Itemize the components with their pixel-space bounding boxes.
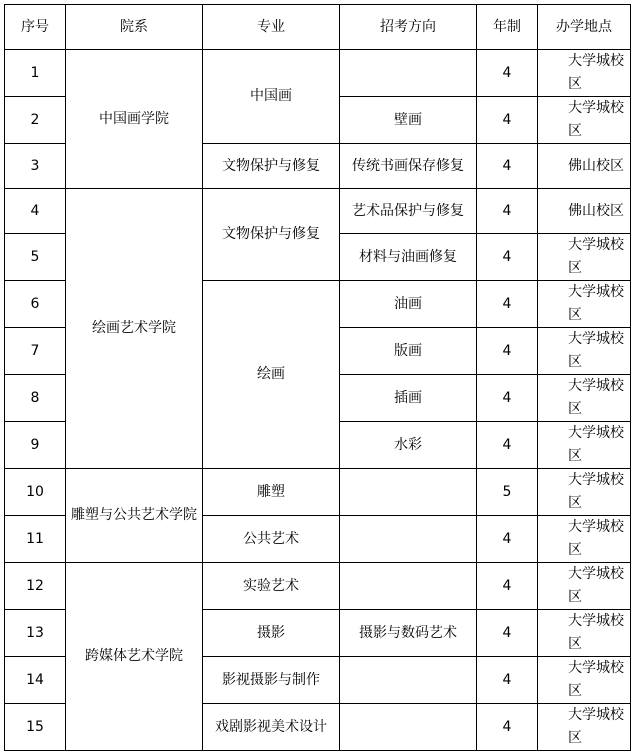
years-cell: 4 [477,422,538,469]
dept-cell: 绘画艺术学院 [66,189,203,469]
seq-cell: 2 [5,97,66,144]
seq-cell: 5 [5,234,66,281]
program-table [4,4,631,751]
major-cell: 影视摄影与制作 [203,657,340,704]
years-cell: 5 [477,469,538,516]
years-cell: 4 [477,144,538,189]
campus-cell: 佛山校区 [538,144,631,189]
campus-cell: 大学城校区 [538,563,631,610]
header-seq: 序号 [5,5,66,50]
campus-cell: 大学城校区 [538,234,631,281]
header-campus: 办学地点 [538,5,631,50]
seq-cell: 10 [5,469,66,516]
campus-cell: 大学城校区 [538,97,631,144]
header-row [5,5,631,50]
seq-cell: 3 [5,144,66,189]
table-row [5,563,631,610]
major-cell: 公共艺术 [203,516,340,563]
campus-cell: 大学城校区 [538,610,631,657]
header-major: 专业 [203,5,340,50]
direction-cell [340,657,477,704]
seq-cell: 14 [5,657,66,704]
major-cell: 戏剧影视美术设计 [203,704,340,751]
dept-cell: 雕塑与公共艺术学院 [66,469,203,563]
table-row [5,189,631,234]
campus-cell: 大学城校区 [538,516,631,563]
direction-cell [340,704,477,751]
direction-cell [340,563,477,610]
campus-cell: 大学城校区 [538,704,631,751]
campus-cell: 大学城校区 [538,328,631,375]
seq-cell: 1 [5,50,66,97]
campus-cell: 大学城校区 [538,657,631,704]
seq-cell: 6 [5,281,66,328]
years-cell: 4 [477,281,538,328]
seq-cell: 11 [5,516,66,563]
seq-cell: 9 [5,422,66,469]
campus-cell: 大学城校区 [538,50,631,97]
direction-cell: 版画 [340,328,477,375]
years-cell: 4 [477,657,538,704]
direction-cell [340,50,477,97]
campus-cell: 大学城校区 [538,422,631,469]
direction-cell: 油画 [340,281,477,328]
years-cell: 4 [477,563,538,610]
dept-cell: 跨媒体艺术学院 [66,563,203,751]
direction-cell: 艺术品保护与修复 [340,189,477,234]
campus-cell: 佛山校区 [538,189,631,234]
direction-cell [340,516,477,563]
years-cell: 4 [477,97,538,144]
years-cell: 4 [477,704,538,751]
major-cell: 绘画 [203,281,340,469]
years-cell: 4 [477,328,538,375]
direction-cell: 传统书画保存修复 [340,144,477,189]
direction-cell: 插画 [340,375,477,422]
table-row [5,50,631,97]
years-cell: 4 [477,50,538,97]
major-cell: 文物保护与修复 [203,189,340,281]
major-cell: 实验艺术 [203,563,340,610]
direction-cell [340,469,477,516]
major-cell: 中国画 [203,50,340,144]
seq-cell: 4 [5,189,66,234]
seq-cell: 7 [5,328,66,375]
major-cell: 摄影 [203,610,340,657]
seq-cell: 13 [5,610,66,657]
header-years: 年制 [477,5,538,50]
years-cell: 4 [477,234,538,281]
years-cell: 4 [477,610,538,657]
dept-cell: 中国画学院 [66,50,203,189]
seq-cell: 8 [5,375,66,422]
campus-cell: 大学城校区 [538,375,631,422]
header-dept: 院系 [66,5,203,50]
header-direction: 招考方向 [340,5,477,50]
years-cell: 4 [477,375,538,422]
seq-cell: 12 [5,563,66,610]
table-row [5,469,631,516]
direction-cell: 材料与油画修复 [340,234,477,281]
campus-cell: 大学城校区 [538,281,631,328]
campus-cell: 大学城校区 [538,469,631,516]
direction-cell: 水彩 [340,422,477,469]
direction-cell: 壁画 [340,97,477,144]
major-cell: 文物保护与修复 [203,144,340,189]
years-cell: 4 [477,189,538,234]
years-cell: 4 [477,516,538,563]
direction-cell: 摄影与数码艺术 [340,610,477,657]
major-cell: 雕塑 [203,469,340,516]
seq-cell: 15 [5,704,66,751]
